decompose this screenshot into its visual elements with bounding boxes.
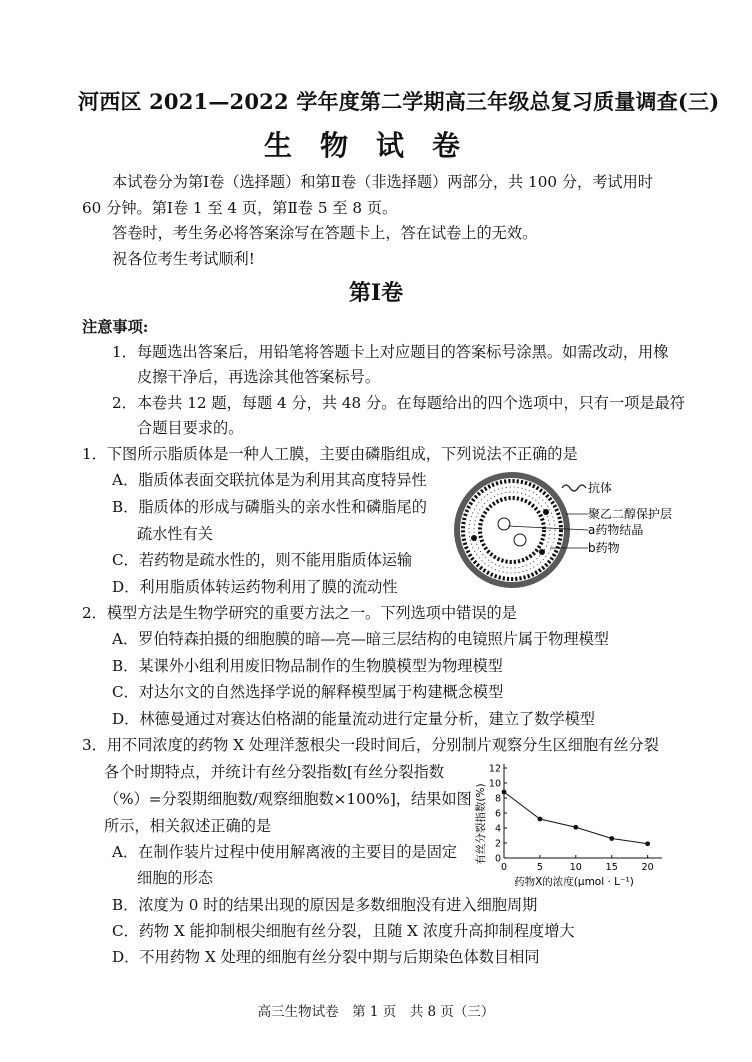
note-1a: 1．每题选出答案后，用铅笔将答题卡上对应题目的答案标号涂黑。如需改动，用橡 bbox=[112, 343, 669, 361]
data-point bbox=[538, 817, 543, 822]
y-axis-label: 有丝分裂指数(%) bbox=[475, 783, 487, 865]
q3-option-a-2: 细胞的形态 bbox=[137, 869, 213, 887]
y-tick-label: 8 bbox=[494, 793, 501, 805]
label-drug-b: b药物 bbox=[588, 541, 620, 555]
q3-stem-4: 所示，相关叙述正确的是 bbox=[104, 817, 272, 835]
note-2b: 合题目要求的。 bbox=[137, 419, 244, 437]
q1-option-b-2: 疏水性有关 bbox=[137, 525, 213, 543]
label-drug-crystal: a药物结晶 bbox=[588, 523, 644, 537]
intro-line-4: 祝各位考生考试顺利! bbox=[112, 250, 255, 268]
data-point bbox=[609, 836, 614, 841]
q3-stem-1: 3．用不同浓度的药物 X 处理洋葱根尖一段时间后，分别制片观察分生区细胞有丝分裂 bbox=[82, 736, 659, 754]
q1-stem: 1．下图所示脂质体是一种人工膜，主要由磷脂组成，下列说法不正确的是 bbox=[82, 445, 578, 463]
q3-option-c: C．药物 X 能抑制根尖细胞有丝分裂，且随 X 浓度升高抑制程度增大 bbox=[112, 922, 575, 940]
intro-line-3: 答卷时，考生务必将答案涂写在答题卡上，答在试卷上的无效。 bbox=[112, 224, 538, 242]
y-tick-label: 0 bbox=[494, 853, 501, 865]
series-line bbox=[504, 792, 648, 844]
x-tick-label: 10 bbox=[569, 862, 582, 873]
q3-stem-3: （%）=分裂期细胞数/观察细胞数×100%]，结果如图 bbox=[104, 790, 472, 808]
x-tick-label: 20 bbox=[641, 862, 654, 873]
note-1b: 皮擦干净后，再选涂其他答案标号。 bbox=[137, 368, 380, 386]
label-antibody: 抗体 bbox=[588, 481, 613, 495]
notes-label: 注意事项: bbox=[82, 318, 149, 336]
q1-option-b-1: B．脂质体的形成与磷脂头的亲水性和磷脂尾的 bbox=[112, 498, 427, 516]
data-point bbox=[502, 790, 507, 795]
y-tick-label: 2 bbox=[494, 838, 501, 850]
q3-option-d: D．不用药物 X 处理的细胞有丝分裂中期与后期染色体数目相同 bbox=[112, 948, 540, 966]
x-axis-label: 药物X的浓度(μmol · L⁻¹) bbox=[514, 876, 634, 888]
y-tick-label: 12 bbox=[488, 763, 501, 775]
page-footer: 高三生物试卷 第 1 页 共 8 页（三） bbox=[257, 1004, 495, 1020]
q2-option-a: A．罗伯特森拍摄的细胞膜的暗—亮—暗三层结构的电镜照片属于物理模型 bbox=[112, 630, 609, 648]
note-2a: 2．本卷共 12 题，每题 4 分，共 48 分。在每题给出的四个选项中，只有一项是最符 bbox=[112, 394, 685, 412]
q1-option-a: A．脂质体表面交联抗体是为利用其高度特异性 bbox=[112, 471, 427, 489]
q2-option-c: C．对达尔文的自然选择学说的解释模型属于构建概念模型 bbox=[112, 683, 504, 701]
label-peg-layer: 聚乙二醇保护层 bbox=[588, 507, 673, 521]
data-point bbox=[645, 841, 650, 846]
q3-stem-2: 各个时期特点，并统计有丝分裂指数[有丝分裂指数 bbox=[104, 763, 445, 781]
q2-stem: 2．模型方法是生物学研究的重要方法之一。下列选项中错误的是 bbox=[82, 604, 517, 622]
q3-option-b: B．浓度为 0 时的结果出现的原因是多数细胞没有进入细胞周期 bbox=[112, 896, 538, 914]
intro-line-2: 60 分钟。第Ⅰ卷 1 至 4 页，第Ⅱ卷 5 至 8 页。 bbox=[82, 199, 398, 217]
y-tick-label: 4 bbox=[494, 823, 501, 835]
q1-option-d: D．利用脂质体转运药物利用了膜的流动性 bbox=[112, 578, 398, 596]
data-point bbox=[573, 825, 578, 830]
section-title: 第Ⅰ卷 bbox=[348, 280, 404, 306]
liposome-diagram bbox=[454, 472, 570, 588]
q2-option-b: B．某课外小组利用废旧物品制作的生物膜模型为物理模型 bbox=[112, 657, 503, 675]
y-tick-label: 6 bbox=[494, 808, 501, 820]
q1-option-c: C．若药物是疏水性的，则不能用脂质体运输 bbox=[112, 551, 413, 569]
q3-option-a-1: A．在制作装片过程中使用解离液的主要目的是固定 bbox=[112, 843, 458, 861]
x-tick-label: 15 bbox=[605, 862, 618, 873]
intro-line-1: 本试卷分为第Ⅰ卷（选择题）和第Ⅱ卷（非选择题）两部分，共 100 分，考试用时 bbox=[112, 173, 653, 191]
x-tick-label: 0 bbox=[500, 862, 508, 873]
subject-title: 生物试卷 bbox=[263, 129, 488, 162]
q2-option-d: D．林德曼通过对赛达伯格湖的能量流动进行定量分析，建立了数学模型 bbox=[112, 710, 595, 728]
x-tick-label: 5 bbox=[536, 862, 543, 873]
liposome-figure bbox=[450, 468, 690, 598]
exam-title: 河西区 2021—2022 学年度第二学期高三年级总复习质量调查(三) bbox=[78, 89, 720, 114]
y-tick-label: 10 bbox=[488, 778, 501, 790]
antibody-icon bbox=[562, 485, 586, 491]
mitotic-index-chart bbox=[462, 758, 672, 890]
